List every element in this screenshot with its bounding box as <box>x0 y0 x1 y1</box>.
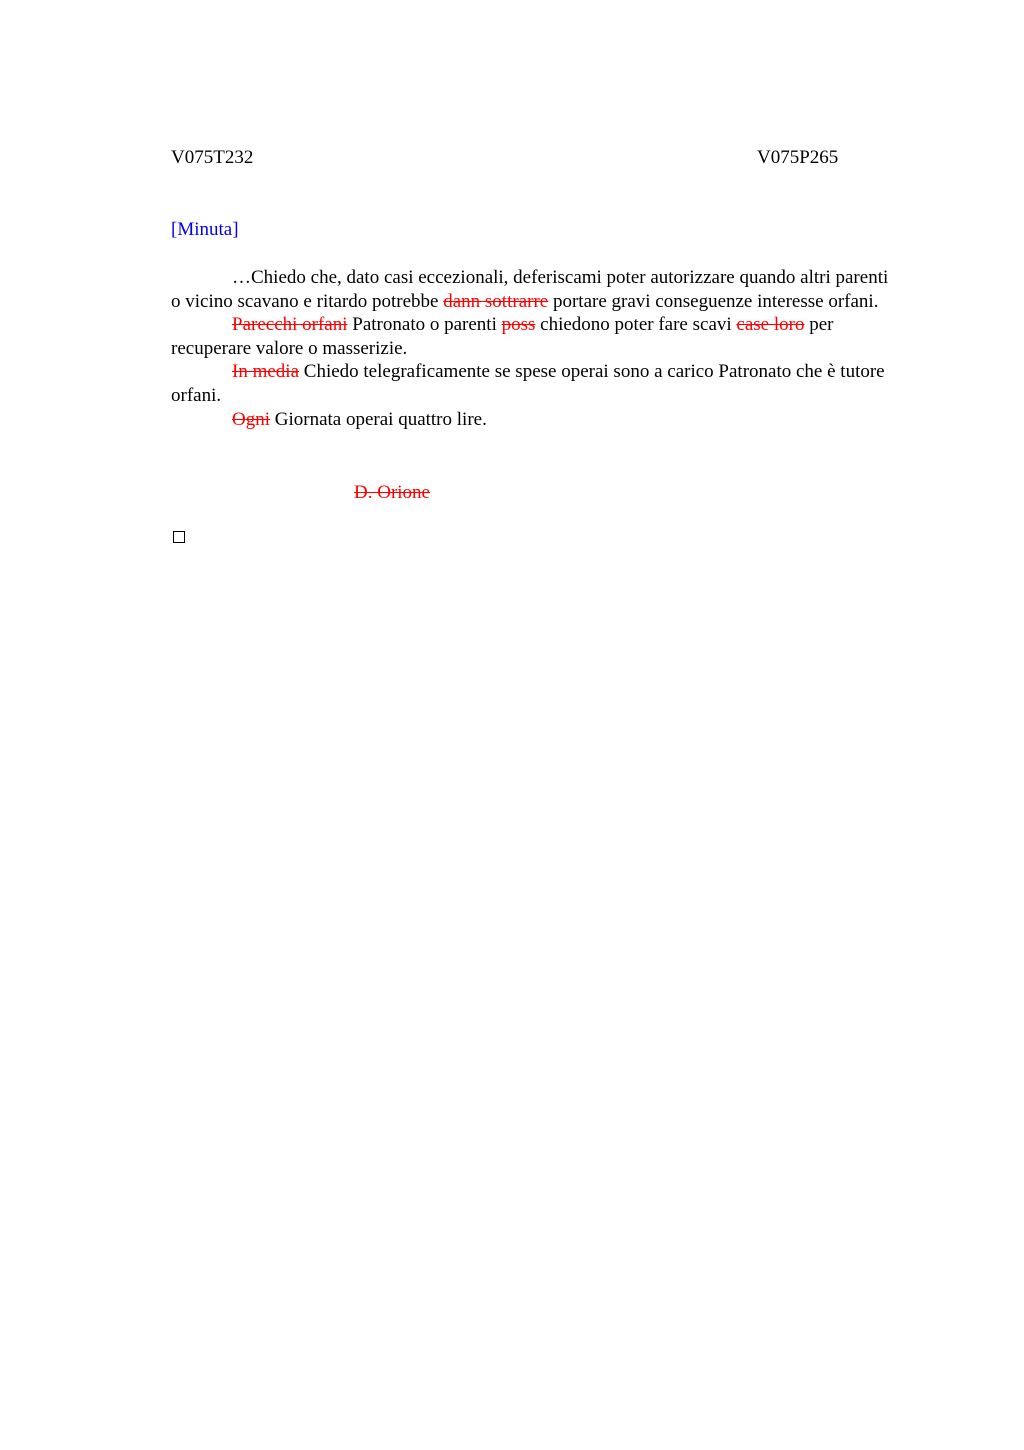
text-run: …Chiedo che, dato casi eccezionali, deferiscami poter autorizzare quando altri parenti o vicino scavano e ritardo potrebbe <box>171 267 889 312</box>
document-type-label: [Minuta] <box>171 219 239 240</box>
text-run: chiedono poter fare scavi <box>535 314 737 336</box>
document-code-left: V075T232 <box>171 147 254 168</box>
letter-body <box>171 266 891 431</box>
deleted-text: case loro <box>736 314 805 336</box>
text-run: Chiedo telegraficamente se spese operai sono a carico Patronato che è tutore orfani. <box>171 361 885 406</box>
text-run: Patronato o parenti <box>347 314 502 336</box>
deleted-text: dann sottrarre <box>443 290 549 312</box>
text-run: per recuperare valore o masserizie. <box>171 314 834 359</box>
signature <box>354 481 430 505</box>
document-page <box>171 0 891 1450</box>
deleted-text: Ogni <box>232 408 270 430</box>
text-run: Giornata operai quattro lire. <box>270 408 487 430</box>
deleted-text: In media <box>232 361 300 383</box>
text-run: portare gravi conseguenze interesse orfani. <box>548 290 879 312</box>
document-code-right: V075P265 <box>757 147 839 168</box>
empty-square-icon <box>173 531 185 543</box>
deleted-text: poss <box>501 314 536 336</box>
paragraph-4 <box>171 408 891 432</box>
paragraph-1 <box>171 266 891 313</box>
deleted-text: Parecchi orfani <box>232 314 348 336</box>
paragraph-2 <box>171 313 891 360</box>
deleted-signature: D. Orione <box>354 482 430 503</box>
paragraph-3 <box>171 360 891 407</box>
